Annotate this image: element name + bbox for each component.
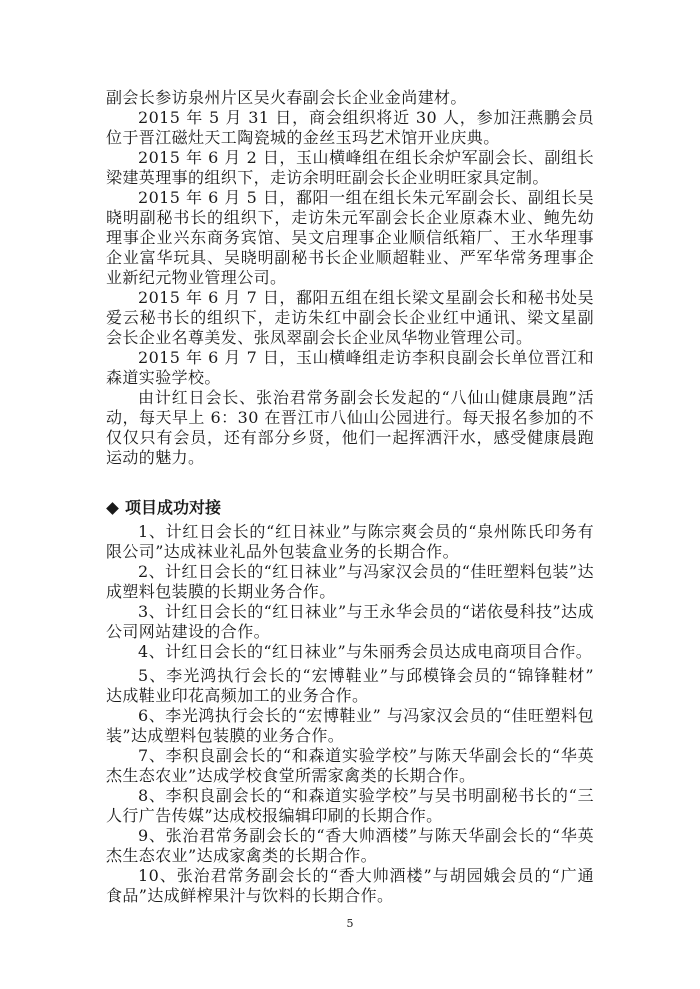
section-heading xyxy=(106,498,594,518)
paragraph: 由计红日会长、张治君常务副会长发起的“八仙山健康晨跑”活动，每天早上 6：30 在晋江市八仙山公园进行。每天报名参加的不仅仅只有会员，还有部分乡贤，他们一起挥洒汗水，感受健康晨跑运动的魅力。 xyxy=(106,388,594,467)
cooperation-item: 8、李积良副会长的“和森道实验学校”与吴书明副秘书长的“三人行广告传媒”达成校报编辑印刷的长期合作。 xyxy=(106,786,594,825)
diamond-bullet-icon xyxy=(106,502,119,515)
page-number: 5 xyxy=(346,917,354,930)
paragraph: 2015 年 6 月 2 日，玉山横峰组在组长余炉军副会长、副组长梁建英理事的组织下，走访余明旺副会长企业明旺家具定制。 xyxy=(106,148,594,187)
cooperation-item: 3、计红日会长的“红日袜业”与王永华会员的“诺依曼科技”达成公司网站建设的合作。 xyxy=(106,602,594,641)
cooperation-item: 7、李积良副会长的“和森道实验学校”与陈天华副会长的“华英杰生态农业”达成学校食堂所需家禽类的长期合作。 xyxy=(106,746,594,785)
paragraph: 2015 年 6 月 7 日，玉山横峰组走访李积良副会长单位晋江和森道实验学校。 xyxy=(106,348,594,387)
cooperation-item: 10、张治君常务副会长的“香大帅酒楼”与胡园娥会员的“广通食品”达成鲜榨果汁与饮料的长期合作。 xyxy=(106,866,594,905)
cooperation-item: 6、李光鸿执行会长的“宏博鞋业” 与冯家汉会员的“佳旺塑料包装”达成塑料包装膜的业务合作。 xyxy=(106,706,594,745)
paragraph: 2015 年 6 月 5 日，鄱阳一组在组长朱元军副会长、副组长吴晓明副秘书长的组织下，走访朱元军副会长企业原森木业、鲍先幼理事企业兴东商务宾馆、吴文启理事企业顺信纸箱厂、王水华理事企业富华玩具、吴晓明副秘书长企业顺超鞋业、严军华常务理事企业新纪元物业管理公司。 xyxy=(106,188,594,287)
paragraph-continuation: 副会长参访泉州片区吴火春副会长企业金尚建材。 xyxy=(106,88,467,107)
paragraph: 2015 年 6 月 7 日，鄱阳五组在组长梁文星副会长和秘书处吴爱云秘书长的组织下，走访朱红中副会长企业红中通讯、梁文星副会长企业名尊美发、张凤翠副会长企业凤华物业管理公司。 xyxy=(106,288,594,347)
cooperation-item: 9、张治君常务副会长的“香大帅酒楼”与陈天华副会长的“华英杰生态农业”达成家禽类的长期合作。 xyxy=(106,826,594,865)
section-heading-text: 项目成功对接 xyxy=(125,498,222,517)
cooperation-item: 1、计红日会长的“红日袜业”与陈宗爽会员的“泉州陈氏印务有限公司”达成袜业礼品外包装盒业务的长期合作。 xyxy=(106,522,594,561)
cooperation-item: 5、李光鸿执行会长的“宏博鞋业”与邱模锋会员的“锦锋鞋材” 达成鞋业印花高频加工的业务合作。 xyxy=(106,666,594,705)
cooperation-item: 2、计红日会长的“红日袜业”与冯家汉会员的“佳旺塑料包装”达成塑料包装膜的长期业务合作。 xyxy=(106,562,594,601)
page-content xyxy=(106,88,594,906)
cooperation-item: 4、计红日会长的“红日袜业”与朱丽秀会员达成电商项目合作。 xyxy=(138,642,593,661)
paragraph: 2015 年 5 月 31 日，商会组织将近 30 人，参加汪燕鹏会员位于晋江磁灶天工陶瓷城的金丝玉玛艺术馆开业庆典。 xyxy=(106,108,594,147)
